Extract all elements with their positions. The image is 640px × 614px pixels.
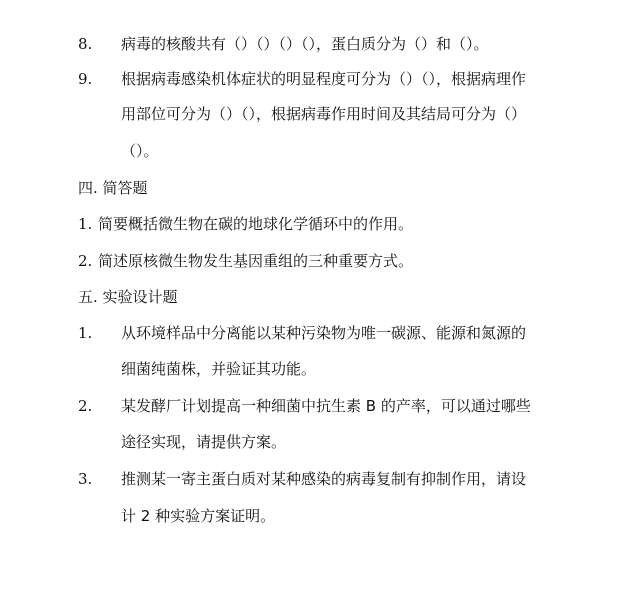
question-text-line: （）。	[121, 142, 159, 160]
question-number: 3.	[78, 470, 93, 488]
question-text-line: 细菌纯菌株，并验证其功能。	[121, 360, 317, 378]
section-heading: 四. 简答题	[78, 179, 148, 197]
question-text-line: 计 2 种实验方案证明。	[121, 507, 276, 525]
question-text-line: 某发酵厂计划提高一种细菌中抗生素 B 的产率，可以通过哪些	[121, 397, 531, 415]
item-text: 简要概括微生物在碳的地球化学循环中的作用。	[98, 215, 414, 233]
question-text-line: 推测某一寄主蛋白质对某种感染的病毒复制有抑制作用，请设	[121, 470, 527, 488]
question-text-line: 用部位可分为（）（），根据病毒作用时间及其结局可分为（）	[121, 105, 527, 123]
question-text: 病毒的核酸共有（）（）（）（），蛋白质分为（）和（）。	[121, 35, 489, 53]
question-number: 2.	[78, 397, 93, 415]
section-heading: 五. 实验设计题	[78, 288, 178, 306]
item-text: 简述原核微生物发生基因重组的三种重要方式。	[98, 252, 414, 270]
question-number: 9.	[78, 70, 93, 88]
item-number: 2.	[78, 252, 93, 270]
item-number: 1.	[78, 215, 93, 233]
question-text-line: 根据病毒感染机体症状的明显程度可分为（）（），根据病理作	[121, 70, 527, 88]
question-number: 1.	[78, 324, 93, 342]
question-text-line: 途径实现，请提供方案。	[121, 433, 287, 451]
question-number: 8.	[78, 35, 93, 53]
question-text-line: 从环境样品中分离能以某种污染物为唯一碳源、能源和氮源的	[121, 324, 527, 342]
